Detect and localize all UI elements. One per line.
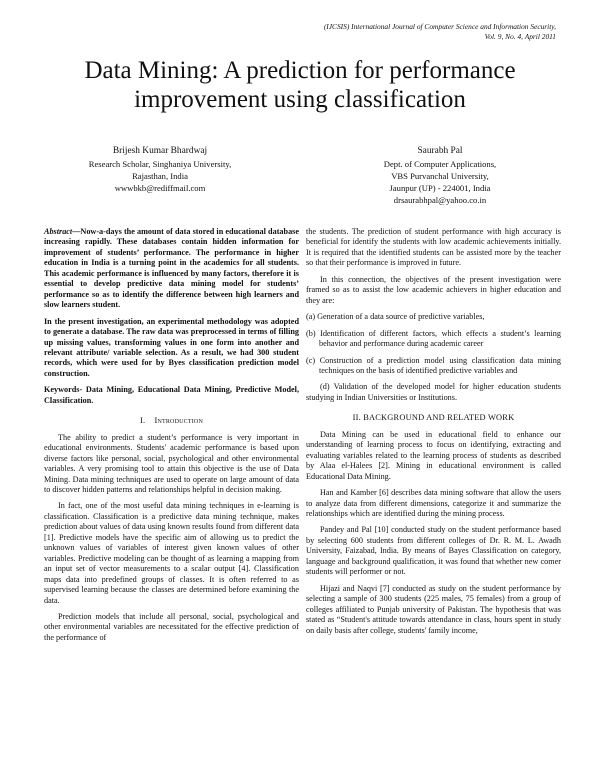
- intro-paragraph-2: In fact, one of the most useful data mining techniques in e-learning is classification. Classification is a predictive data mining technique, makes prediction about values of data using known results found from different data [1]. Predictive models have the specific aim of allowing us to predict the unknown values of variables of interest given known values of other variables. Predictive modeling can be thought of as learning a mapping from an input set of vector measurements to a scalar output [4]. Classification maps data into predefined groups of classes. It is often referred to as supervised learning because the classes are determined before examining the data.: [44, 501, 299, 605]
- background-paragraph-3: Pandey and Pal [10] conducted study on the student performance based by selecting 600 students from different colleges of Dr. R. M. L. Awadh University, Faizabad, India. By means of Bayes Classification on category, language and background qualification, it was found that whether new comer students will performer or not.: [306, 525, 561, 577]
- author-2-email: drsaurabhpal@yahoo.co.in: [393, 195, 487, 205]
- abstract-lead: Abstract: [44, 227, 73, 236]
- objective-a: (a) Generation of a data source of predictive variables,: [306, 312, 485, 322]
- author-2: [330, 145, 550, 206]
- intro-heading-num: I.: [139, 416, 146, 426]
- journal-line-2: Vol. 9, No. 4, April 2011: [484, 32, 556, 41]
- abstract-text-1: —Now-a-days the amount of data stored in educational database increasing rapidly. These databases contain hidden information for improvement of students’ performance. The performance in higher education in India is a turning point in the academics for all students. This academic performance is influenced by many factors, therefore it is essential to develop predictive data mining model for students’ performance so as to identify the difference between high learners and slow learners student.: [44, 227, 299, 310]
- intro-heading-text: Introduction: [154, 416, 203, 426]
- right-paragraph-2: In this connection, the objectives of the present investigation were framed so as to assist the low academic achievers in higher education and they are:: [306, 274, 561, 305]
- author-1-location: Rajasthan, India: [132, 171, 188, 181]
- right-paragraph-1: the students. The prediction of student performance with high accuracy is beneficial for identify the students with low academic achievements initially. It is required that the identified students can be assisted more by the teacher so that their performance is improved in future.: [306, 227, 561, 268]
- objective-d: (d) Validation of the developed model for higher education students studying in Indian Universities or Institutions.: [306, 382, 561, 402]
- intro-paragraph-3: Prediction models that include all personal, social, psychological and other environmental variables are necessitated for the effective prediction of the performance of: [44, 611, 299, 642]
- intro-paragraph-1: The ability to predict a student’s performance is very important in educational environments. Students' academic performance is based upon diverse factors like personal, social, psychological and other environmental variables. A very promising tool to attain this objective is the use of Data Mining. Data mining techniques are used to operate on large amount of data to discover hidden patterns and relationships helpful in decision making.: [44, 432, 299, 494]
- keywords: Keywords- Data Mining, Educational Data Mining, Predictive Model, Classification.: [44, 385, 299, 405]
- author-1-affiliation: Research Scholar, Singhaniya University,: [88, 159, 232, 169]
- author-2-dept: Dept. of Computer Applications,: [383, 159, 497, 169]
- left-column: [44, 227, 299, 649]
- abstract-paragraph-2: In the present investigation, an experimental methodology was adopted to generate a database. The raw data was preprocessed in terms of filling up missing values, transforming values in one form into another and relevant attribute/ variable selection. As a result, we had 300 student records, which were used for by Byes classification prediction model construction.: [44, 316, 299, 378]
- journal-header: [324, 22, 556, 42]
- author-1: [60, 145, 260, 194]
- background-heading: II. BACKGROUND AND RELATED WORK: [352, 413, 515, 423]
- author-1-email: wwwbkb@rediffmail.com: [114, 183, 206, 193]
- journal-line-1: (IJCSIS) International Journal of Computer Science and Information Security,: [323, 22, 556, 31]
- paper-title: [40, 56, 560, 114]
- author-2-university: VBS Purvanchal University,: [391, 171, 489, 181]
- intro-heading: [44, 416, 299, 426]
- title-line-2: improvement using classification: [134, 86, 466, 113]
- objective-c: (c) Construction of a prediction model using classification data mining techniques on the basis of identified predictive variables and: [306, 355, 561, 375]
- background-paragraph-4: Hijazi and Naqvi [7] conducted as study on the student performance by selecting a sample of 300 students (225 males, 75 females) from a group of colleges affiliated to Punjab university of Pakistan. The hypothesis that was stated as “Student's attitude towards attendance in class, hours spent in study on daily basis after college, students' family income,: [306, 583, 561, 635]
- right-column: [306, 227, 561, 642]
- abstract-paragraph-1: [44, 227, 299, 311]
- author-2-location: Jaunpur (UP) - 224001, India: [389, 183, 491, 193]
- author-1-name: Brijesh Kumar Bhardwaj: [112, 146, 208, 156]
- title-line-1: Data Mining: A prediction for performance: [84, 57, 516, 84]
- background-paragraph-2: Han and Kamber [6] describes data mining software that allow the users to analyze data from different dimensions, categorize it and summarize the relationships which are identified during the mining process.: [306, 488, 561, 518]
- objective-b: (b) Identification of different factors, which effects a student’s learning behavior and performance during academic career: [306, 328, 561, 349]
- author-2-name: Saurabh Pal: [417, 146, 463, 156]
- background-paragraph-1: Data Mining can be used in educational field to enhance our understanding of learning process to focus on identifying, extracting and evaluating variables related to the learning process of students as described by Alaa el-Halees [2]. Mining in educational environment is called Educational Data Mining.: [306, 429, 561, 481]
